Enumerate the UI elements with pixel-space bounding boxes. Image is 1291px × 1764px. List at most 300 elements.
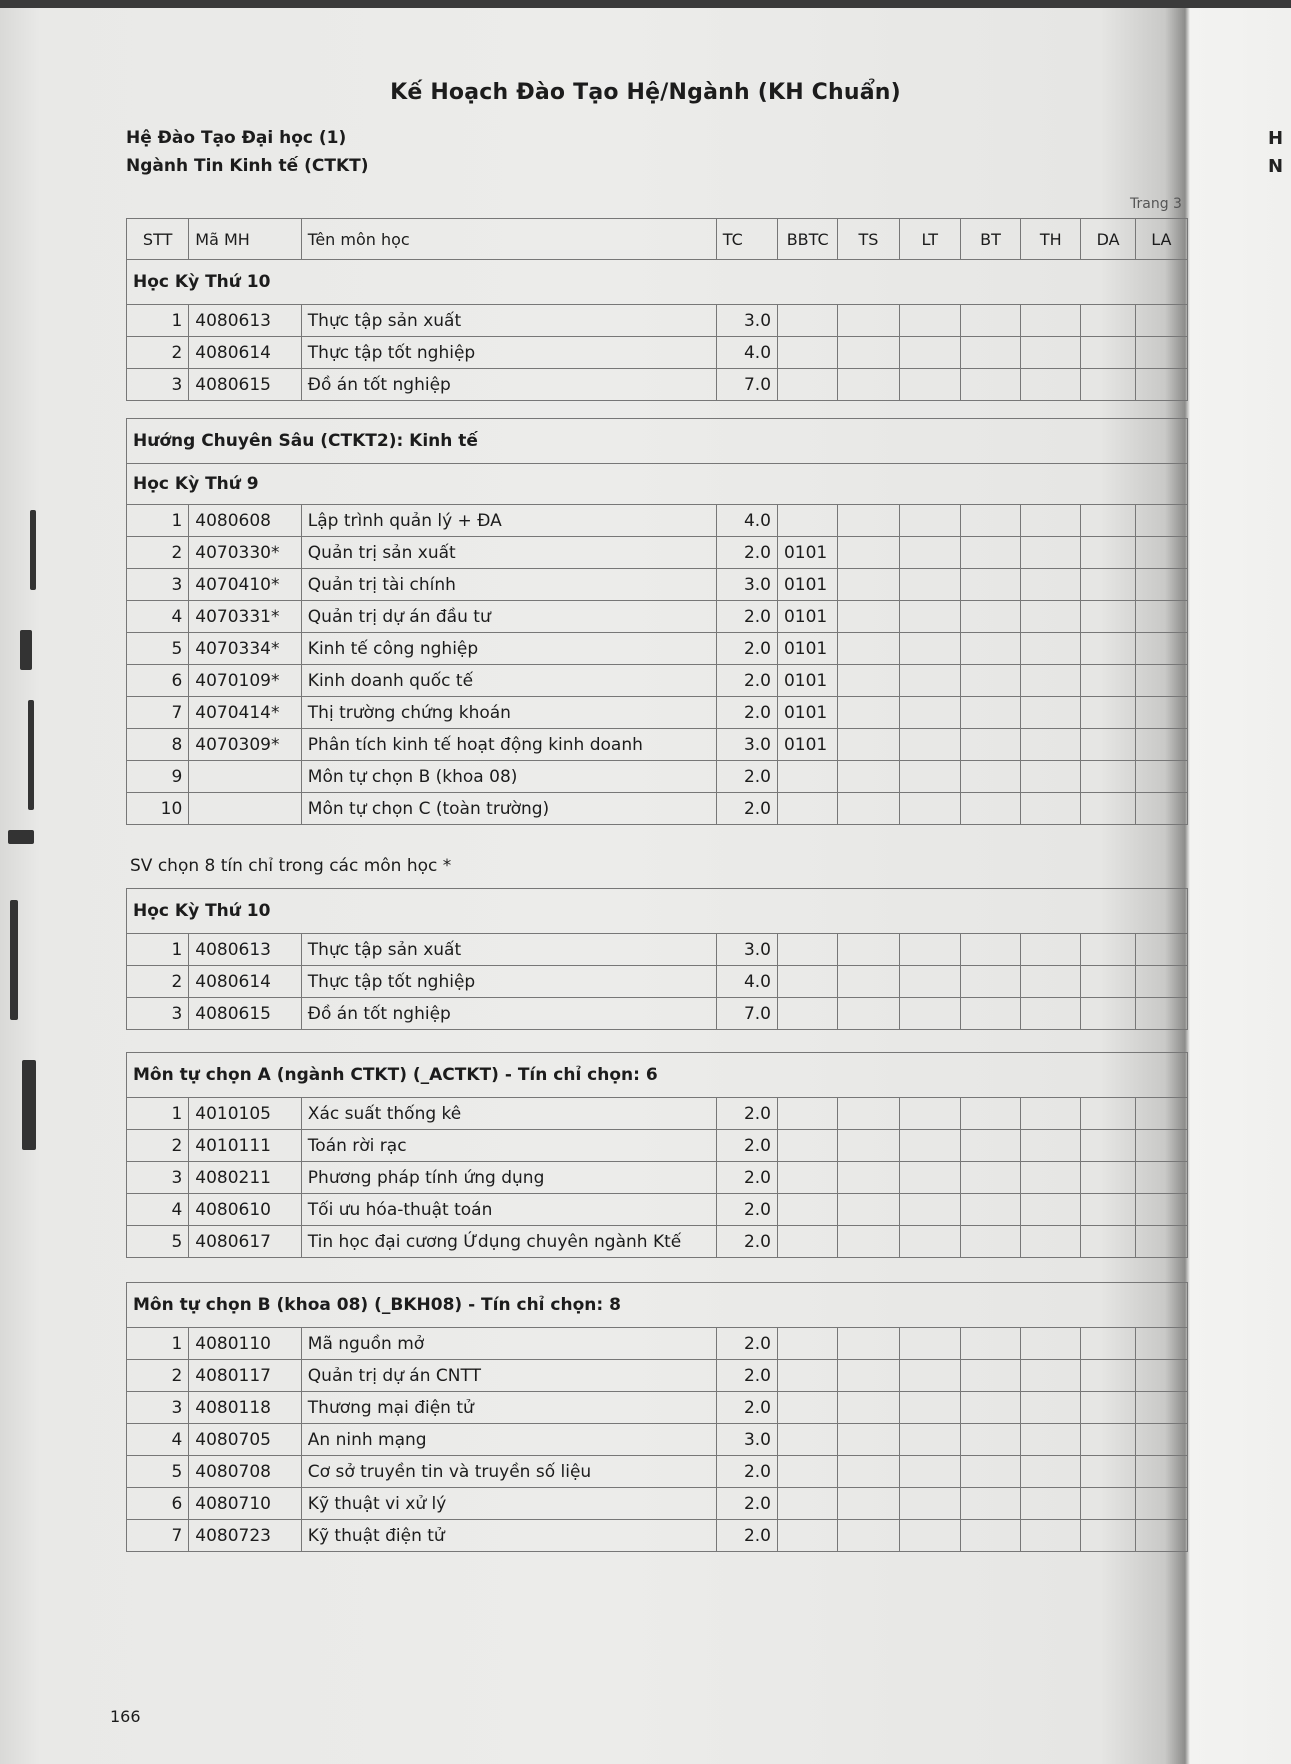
row-course-code: 4010111 xyxy=(189,1130,302,1162)
row-bt xyxy=(960,1520,1020,1552)
row-stt: 1 xyxy=(127,1098,189,1130)
table-block-5 xyxy=(126,1282,1188,1552)
row-bbtc xyxy=(777,761,837,793)
row-course-code: 4080617 xyxy=(189,1226,302,1258)
row-la xyxy=(1135,1328,1187,1360)
row-th xyxy=(1021,761,1081,793)
row-bbtc xyxy=(777,793,837,825)
row-stt: 5 xyxy=(127,1456,189,1488)
row-course-name: Quản trị dự án đầu tư xyxy=(301,601,716,633)
row-stt: 4 xyxy=(127,1424,189,1456)
row-stt: 2 xyxy=(127,537,189,569)
row-th xyxy=(1021,305,1081,337)
row-da xyxy=(1081,966,1135,998)
row-th xyxy=(1021,1328,1081,1360)
row-course-code: 4070309* xyxy=(189,729,302,761)
row-da xyxy=(1081,1194,1135,1226)
row-la xyxy=(1135,1130,1187,1162)
row-lt xyxy=(899,1328,960,1360)
row-th xyxy=(1021,1162,1081,1194)
row-course-name: Đồ án tốt nghiệp xyxy=(301,998,716,1030)
row-stt: 7 xyxy=(127,697,189,729)
row-ts xyxy=(838,505,899,537)
row-course-name: Phân tích kinh tế hoạt động kinh doanh xyxy=(301,729,716,761)
row-lt xyxy=(899,665,960,697)
row-course-code: 4080708 xyxy=(189,1456,302,1488)
row-da xyxy=(1081,337,1135,369)
row-course-code: 4080110 xyxy=(189,1328,302,1360)
row-bbtc: 0101 xyxy=(777,729,837,761)
section-heading: Môn tự chọn B (khoa 08) (_BKH08) - Tín chỉ chọn: 8 xyxy=(127,1283,1188,1328)
row-th xyxy=(1021,1456,1081,1488)
row-la xyxy=(1135,537,1187,569)
row-bt xyxy=(960,665,1020,697)
row-course-code: 4080710 xyxy=(189,1488,302,1520)
row-bbtc xyxy=(777,505,837,537)
table-row xyxy=(127,1328,1188,1360)
row-credits: 2.0 xyxy=(716,1520,777,1552)
row-bbtc xyxy=(777,1456,837,1488)
row-lt xyxy=(899,569,960,601)
table-row xyxy=(127,1162,1188,1194)
row-bbtc xyxy=(777,1488,837,1520)
row-da xyxy=(1081,1328,1135,1360)
row-credits: 2.0 xyxy=(716,1328,777,1360)
row-da xyxy=(1081,761,1135,793)
row-bbtc xyxy=(777,1520,837,1552)
major-line: Ngành Tin Kinh tế (CTKT) xyxy=(126,156,369,176)
row-lt xyxy=(899,998,960,1030)
table-row xyxy=(127,601,1188,633)
row-th xyxy=(1021,665,1081,697)
row-lt xyxy=(899,369,960,401)
row-la xyxy=(1135,998,1187,1030)
row-course-code: 4080615 xyxy=(189,369,302,401)
row-ts xyxy=(838,1360,899,1392)
row-ts xyxy=(838,934,899,966)
row-th xyxy=(1021,537,1081,569)
col-ts: TS xyxy=(838,219,899,260)
row-course-name: Thực tập sản xuất xyxy=(301,305,716,337)
col-la: LA xyxy=(1135,219,1187,260)
table-row xyxy=(127,729,1188,761)
row-bt xyxy=(960,934,1020,966)
row-bt xyxy=(960,601,1020,633)
row-bbtc xyxy=(778,934,838,966)
col-lt: LT xyxy=(899,219,960,260)
row-ts xyxy=(838,1392,899,1424)
row-course-code: 4080614 xyxy=(189,966,302,998)
row-course-name: Kinh doanh quốc tế xyxy=(301,665,716,697)
table-row xyxy=(127,934,1188,966)
col-bbtc: BBTC xyxy=(778,219,838,260)
row-bbtc xyxy=(778,1098,838,1130)
row-credits: 3.0 xyxy=(716,729,777,761)
top-edge xyxy=(0,0,1291,8)
row-course-name: Tin học đại cương Ứdụng chuyên ngành Ktế xyxy=(301,1226,716,1258)
row-ts xyxy=(838,601,899,633)
semester-heading: Học Kỳ Thứ 10 xyxy=(127,889,1188,934)
row-course-code xyxy=(189,793,302,825)
row-bbtc xyxy=(778,1162,838,1194)
row-course-name: Phương pháp tính ứng dụng xyxy=(301,1162,716,1194)
row-course-name: Tối ưu hóa-thuật toán xyxy=(301,1194,716,1226)
row-ts xyxy=(838,966,899,998)
row-ts xyxy=(838,729,899,761)
row-da xyxy=(1081,633,1135,665)
row-course-name: An ninh mạng xyxy=(301,1424,716,1456)
row-course-code: 4070109* xyxy=(189,665,302,697)
row-th xyxy=(1021,966,1081,998)
row-course-name: Thực tập tốt nghiệp xyxy=(301,966,716,998)
row-bbtc xyxy=(778,1130,838,1162)
row-course-name: Quản trị sản xuất xyxy=(301,537,716,569)
col-tc: TC xyxy=(716,219,777,260)
row-bbtc: 0101 xyxy=(777,601,837,633)
table-row xyxy=(127,1098,1188,1130)
row-stt: 2 xyxy=(127,966,189,998)
row-credits: 4.0 xyxy=(716,505,777,537)
row-course-name: Kinh tế công nghiệp xyxy=(301,633,716,665)
semester-heading: Học Kỳ Thứ 9 xyxy=(127,464,1188,505)
row-th xyxy=(1021,1520,1081,1552)
row-lt xyxy=(899,1392,960,1424)
row-bbtc xyxy=(778,1194,838,1226)
row-bt xyxy=(960,1162,1020,1194)
row-ts xyxy=(838,305,899,337)
table-block-4 xyxy=(126,1052,1188,1258)
row-stt: 2 xyxy=(127,1360,189,1392)
row-course-name: Môn tự chọn C (toàn trường) xyxy=(301,793,716,825)
row-bt xyxy=(960,966,1020,998)
row-stt: 6 xyxy=(127,1488,189,1520)
row-stt: 7 xyxy=(127,1520,189,1552)
row-stt: 3 xyxy=(127,369,189,401)
row-la xyxy=(1135,1226,1187,1258)
row-stt: 10 xyxy=(127,793,189,825)
row-lt xyxy=(899,505,960,537)
row-ts xyxy=(838,1456,899,1488)
book-spine-marks xyxy=(0,500,50,1200)
row-credits: 4.0 xyxy=(716,337,777,369)
row-th xyxy=(1021,1098,1081,1130)
row-course-name: Thực tập sản xuất xyxy=(301,934,716,966)
page-number: 166 xyxy=(110,1707,141,1726)
table-row xyxy=(127,1520,1188,1552)
row-ts xyxy=(838,337,899,369)
row-da xyxy=(1081,729,1135,761)
row-ts xyxy=(838,1194,899,1226)
row-la xyxy=(1135,1392,1187,1424)
row-th xyxy=(1021,569,1081,601)
row-lt xyxy=(899,793,960,825)
row-lt xyxy=(899,633,960,665)
page-title: Kế Hoạch Đào Tạo Hệ/Ngành (KH Chuẩn) xyxy=(390,80,901,105)
row-la xyxy=(1135,337,1187,369)
row-lt xyxy=(899,1130,960,1162)
row-course-name: Môn tự chọn B (khoa 08) xyxy=(301,761,716,793)
table-row xyxy=(127,633,1188,665)
table-row xyxy=(127,1456,1188,1488)
row-da xyxy=(1081,1488,1135,1520)
table-row xyxy=(127,305,1188,337)
row-da xyxy=(1081,1424,1135,1456)
row-da xyxy=(1081,1360,1135,1392)
row-ts xyxy=(838,998,899,1030)
row-bt xyxy=(960,1360,1020,1392)
row-ts xyxy=(838,633,899,665)
row-stt: 2 xyxy=(127,1130,189,1162)
table-row xyxy=(127,505,1188,537)
row-course-name: Thương mại điện tử xyxy=(301,1392,716,1424)
row-th xyxy=(1021,505,1081,537)
row-bbtc xyxy=(778,369,838,401)
table-row xyxy=(127,1194,1188,1226)
row-course-name: Thị trường chứng khoán xyxy=(301,697,716,729)
table-row xyxy=(127,665,1188,697)
row-th xyxy=(1021,1424,1081,1456)
row-da xyxy=(1081,601,1135,633)
row-da xyxy=(1081,569,1135,601)
row-bt xyxy=(960,1328,1020,1360)
table-row xyxy=(127,761,1188,793)
row-bt xyxy=(960,1130,1020,1162)
row-lt xyxy=(899,1098,960,1130)
row-ts xyxy=(838,697,899,729)
table-row xyxy=(127,1424,1188,1456)
row-bt xyxy=(960,1456,1020,1488)
row-bbtc xyxy=(778,1226,838,1258)
row-lt xyxy=(899,1194,960,1226)
selection-note: SV chọn 8 tín chỉ trong các môn học * xyxy=(130,856,452,876)
row-bt xyxy=(960,633,1020,665)
row-course-name: Cơ sở truyền tin và truyền số liệu xyxy=(301,1456,716,1488)
row-course-name: Quản trị tài chính xyxy=(301,569,716,601)
row-bt xyxy=(960,505,1020,537)
row-credits: 2.0 xyxy=(716,665,777,697)
row-da xyxy=(1081,1392,1135,1424)
row-course-name: Quản trị dự án CNTT xyxy=(301,1360,716,1392)
row-ts xyxy=(838,793,899,825)
row-bt xyxy=(960,1392,1020,1424)
table-row xyxy=(127,537,1188,569)
row-course-name: Kỹ thuật điện tử xyxy=(301,1520,716,1552)
row-la xyxy=(1135,633,1187,665)
row-course-code: 4010105 xyxy=(189,1098,302,1130)
row-lt xyxy=(899,1520,960,1552)
row-stt: 3 xyxy=(127,998,189,1030)
row-da xyxy=(1081,1098,1135,1130)
row-la xyxy=(1135,729,1187,761)
row-credits: 2.0 xyxy=(716,793,777,825)
row-credits: 2.0 xyxy=(716,1130,777,1162)
row-la xyxy=(1135,761,1187,793)
row-credits: 7.0 xyxy=(716,369,777,401)
table-row xyxy=(127,1226,1188,1258)
row-da xyxy=(1081,793,1135,825)
row-la xyxy=(1135,1098,1187,1130)
row-la xyxy=(1135,1162,1187,1194)
row-bbtc: 0101 xyxy=(777,697,837,729)
row-credits: 2.0 xyxy=(716,761,777,793)
row-credits: 3.0 xyxy=(716,305,777,337)
program-line: Hệ Đào Tạo Đại học (1) xyxy=(126,128,347,148)
row-lt xyxy=(899,337,960,369)
row-stt: 4 xyxy=(127,601,189,633)
row-la xyxy=(1135,665,1187,697)
row-bbtc: 0101 xyxy=(777,537,837,569)
row-course-code: 4080705 xyxy=(189,1424,302,1456)
row-lt xyxy=(899,1424,960,1456)
row-th xyxy=(1021,1360,1081,1392)
row-da xyxy=(1081,998,1135,1030)
row-lt xyxy=(899,729,960,761)
row-la xyxy=(1135,1456,1187,1488)
row-credits: 2.0 xyxy=(716,1488,777,1520)
row-credits: 2.0 xyxy=(716,1098,777,1130)
row-stt: 5 xyxy=(127,1226,189,1258)
semester-heading: Học Kỳ Thứ 10 xyxy=(127,260,1188,305)
row-la xyxy=(1135,1520,1187,1552)
col-bt: BT xyxy=(960,219,1020,260)
row-bbtc xyxy=(778,305,838,337)
row-da xyxy=(1081,1130,1135,1162)
table-row xyxy=(127,1488,1188,1520)
row-stt: 1 xyxy=(127,1328,189,1360)
row-course-code: 4070410* xyxy=(189,569,302,601)
row-bt xyxy=(960,729,1020,761)
row-lt xyxy=(899,1360,960,1392)
table-row xyxy=(127,793,1188,825)
row-da xyxy=(1081,505,1135,537)
row-lt xyxy=(899,1162,960,1194)
row-da xyxy=(1081,1226,1135,1258)
row-ts xyxy=(838,537,899,569)
row-course-name: Toán rời rạc xyxy=(301,1130,716,1162)
row-th xyxy=(1021,998,1081,1030)
table-row xyxy=(127,369,1188,401)
row-bbtc: 0101 xyxy=(777,665,837,697)
row-lt xyxy=(899,601,960,633)
col-da: DA xyxy=(1081,219,1135,260)
row-bbtc xyxy=(777,1424,837,1456)
row-la xyxy=(1135,505,1187,537)
row-th xyxy=(1021,369,1081,401)
row-da xyxy=(1081,305,1135,337)
row-bt xyxy=(960,1424,1020,1456)
row-th xyxy=(1021,337,1081,369)
row-la xyxy=(1135,697,1187,729)
row-credits: 2.0 xyxy=(716,601,777,633)
row-bt xyxy=(960,793,1020,825)
row-stt: 5 xyxy=(127,633,189,665)
row-bbtc xyxy=(777,1392,837,1424)
col-th: TH xyxy=(1021,219,1081,260)
row-stt: 9 xyxy=(127,761,189,793)
row-stt: 1 xyxy=(127,505,189,537)
row-bt xyxy=(960,569,1020,601)
row-course-code: 4080211 xyxy=(189,1162,302,1194)
row-course-code: 4080117 xyxy=(189,1360,302,1392)
row-credits: 2.0 xyxy=(716,1162,777,1194)
row-bbtc xyxy=(777,1360,837,1392)
next-page-edge-text: H N xyxy=(1268,128,1284,177)
row-bt xyxy=(960,337,1020,369)
row-credits: 2.0 xyxy=(716,697,777,729)
row-la xyxy=(1135,1488,1187,1520)
row-th xyxy=(1021,1130,1081,1162)
row-credits: 2.0 xyxy=(716,1392,777,1424)
table-block-3 xyxy=(126,888,1188,1030)
page-label: Trang 3 xyxy=(1130,196,1182,212)
row-credits: 3.0 xyxy=(716,934,777,966)
row-th xyxy=(1021,934,1081,966)
row-ts xyxy=(838,1328,899,1360)
row-la xyxy=(1135,1194,1187,1226)
row-da xyxy=(1081,697,1135,729)
row-th xyxy=(1021,1392,1081,1424)
row-da xyxy=(1081,1520,1135,1552)
row-la xyxy=(1135,793,1187,825)
row-course-name: Thực tập tốt nghiệp xyxy=(301,337,716,369)
row-la xyxy=(1135,1360,1187,1392)
row-lt xyxy=(899,934,960,966)
row-ts xyxy=(838,1424,899,1456)
row-ts xyxy=(838,1130,899,1162)
table-row xyxy=(127,697,1188,729)
row-bt xyxy=(960,1226,1020,1258)
row-la xyxy=(1135,569,1187,601)
row-course-name: Kỹ thuật vi xử lý xyxy=(301,1488,716,1520)
row-lt xyxy=(899,1488,960,1520)
row-stt: 8 xyxy=(127,729,189,761)
row-credits: 2.0 xyxy=(716,537,777,569)
row-course-code: 4080118 xyxy=(189,1392,302,1424)
row-ts xyxy=(838,369,899,401)
row-stt: 3 xyxy=(127,569,189,601)
row-bbtc xyxy=(778,337,838,369)
row-stt: 2 xyxy=(127,337,189,369)
row-lt xyxy=(899,1226,960,1258)
row-credits: 2.0 xyxy=(716,1360,777,1392)
table-row xyxy=(127,337,1188,369)
row-bt xyxy=(960,1098,1020,1130)
row-credits: 2.0 xyxy=(716,1226,777,1258)
table-row xyxy=(127,998,1188,1030)
row-credits: 3.0 xyxy=(716,569,777,601)
row-bt xyxy=(960,998,1020,1030)
row-credits: 2.0 xyxy=(716,1194,777,1226)
row-course-code: 4070414* xyxy=(189,697,302,729)
row-bbtc xyxy=(778,998,838,1030)
row-ts xyxy=(838,1098,899,1130)
column-header-row xyxy=(127,219,1188,260)
row-bt xyxy=(960,1194,1020,1226)
row-ts xyxy=(838,569,899,601)
row-th xyxy=(1021,1226,1081,1258)
row-course-code: 4080613 xyxy=(189,934,302,966)
section-heading: Hướng Chuyên Sâu (CTKT2): Kinh tế xyxy=(127,419,1188,464)
row-th xyxy=(1021,633,1081,665)
col-ten-mon-hoc: Tên môn học xyxy=(301,219,716,260)
row-course-code: 4070330* xyxy=(189,537,302,569)
row-th xyxy=(1021,1488,1081,1520)
row-stt: 1 xyxy=(127,934,189,966)
row-bt xyxy=(960,697,1020,729)
row-course-code: 4080615 xyxy=(189,998,302,1030)
row-stt: 4 xyxy=(127,1194,189,1226)
row-ts xyxy=(838,761,899,793)
